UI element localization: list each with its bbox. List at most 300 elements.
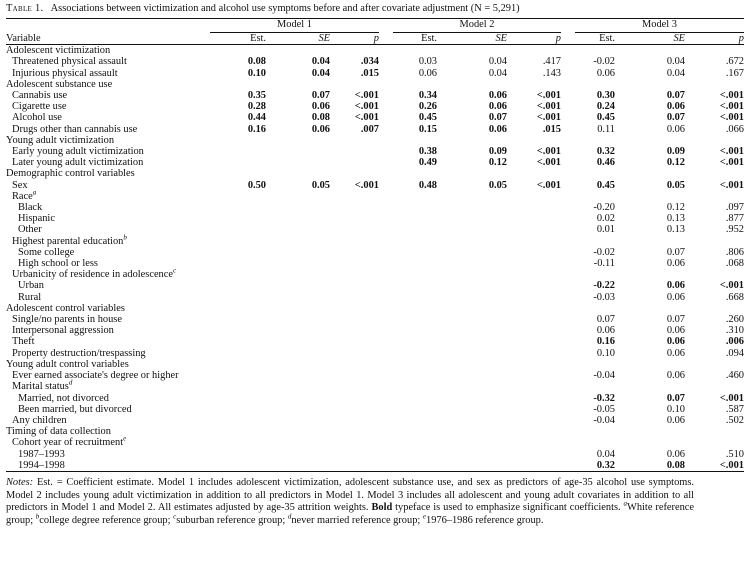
est-cell xyxy=(575,303,623,314)
row-label-text: Alcohol use xyxy=(12,112,62,124)
est-cell: -0.04 xyxy=(593,370,615,382)
table-row xyxy=(6,124,744,135)
row-label-text: Other xyxy=(18,224,42,236)
p-cell xyxy=(507,370,561,381)
est-cell: 0.06 xyxy=(418,67,437,79)
table-row xyxy=(6,236,744,247)
est-cell: -0.02 xyxy=(593,56,615,68)
se-cell xyxy=(274,79,330,90)
se-cell xyxy=(274,247,330,258)
row-label-text: Urbanicity of residence in adolescence xyxy=(12,269,173,281)
p-cell xyxy=(507,236,561,247)
se-cell: 0.10 xyxy=(666,403,685,415)
p-cell: <.001 xyxy=(536,90,561,102)
se-cell xyxy=(274,460,330,472)
se-cell: 0.06 xyxy=(666,280,685,292)
p-cell xyxy=(330,292,379,303)
se-cell: 0.06 xyxy=(666,325,685,337)
se-cell: 0.07 xyxy=(666,90,685,102)
se-cell xyxy=(445,202,507,213)
est-cell xyxy=(393,359,445,370)
p-cell xyxy=(330,449,379,460)
p-cell xyxy=(330,415,379,426)
p-cell xyxy=(685,437,744,448)
p-cell xyxy=(330,359,379,370)
row-label xyxy=(6,404,210,415)
se-cell xyxy=(274,224,330,235)
est-cell xyxy=(210,359,274,370)
row-label-text: Timing of data collection xyxy=(6,426,111,438)
row-label xyxy=(6,426,210,437)
table-row xyxy=(6,460,744,472)
table-row xyxy=(6,280,744,291)
se-cell xyxy=(623,135,685,146)
est-cell xyxy=(210,460,274,472)
est-cell xyxy=(393,460,445,472)
est-cell xyxy=(575,381,623,392)
row-label-text: Married, not divorced xyxy=(18,392,109,404)
se-cell xyxy=(274,258,330,269)
p-cell xyxy=(330,325,379,336)
se-cell xyxy=(445,45,507,57)
se-cell xyxy=(445,213,507,224)
se-cell xyxy=(445,426,507,437)
p-cell xyxy=(685,269,744,280)
est-cell xyxy=(393,303,445,314)
se-cell xyxy=(274,292,330,303)
p-cell: .006 xyxy=(725,336,744,348)
p-cell: .510 xyxy=(725,448,744,460)
se-cell xyxy=(445,224,507,235)
row-label-text: Cohort year of recruitment xyxy=(12,437,124,449)
se-cell xyxy=(274,314,330,325)
se-cell xyxy=(445,280,507,291)
est-cell: -0.04 xyxy=(593,414,615,426)
se-cell xyxy=(445,191,507,202)
p-cell xyxy=(507,359,561,370)
p-header: p xyxy=(507,33,561,45)
p-cell xyxy=(330,258,379,269)
p-cell xyxy=(685,236,744,247)
se-cell xyxy=(445,269,507,280)
row-label-text: Cannabis use xyxy=(12,90,68,102)
est-cell xyxy=(575,79,623,90)
p-cell xyxy=(685,303,744,314)
est-cell: 0.03 xyxy=(418,56,437,68)
se-header: SE xyxy=(274,33,330,45)
row-label xyxy=(6,135,210,146)
row-label-text: Hispanic xyxy=(18,213,55,225)
est-cell xyxy=(393,426,445,437)
est-cell xyxy=(210,146,274,157)
p-cell: .668 xyxy=(725,291,744,303)
p-cell xyxy=(507,404,561,415)
row-label-text: Injurious physical assault xyxy=(12,67,118,79)
row-label xyxy=(6,157,210,168)
se-cell: 0.07 xyxy=(666,392,685,404)
est-cell xyxy=(210,381,274,392)
est-cell xyxy=(210,426,274,437)
row-label xyxy=(6,202,210,213)
se-cell: 0.04 xyxy=(666,67,685,79)
row-label-text: Single/no parents in house xyxy=(12,314,122,326)
est-cell xyxy=(210,393,274,404)
est-cell xyxy=(393,269,445,280)
p-cell xyxy=(507,135,561,146)
se-cell: 0.08 xyxy=(623,460,685,472)
se-cell xyxy=(274,404,330,415)
p-cell xyxy=(330,280,379,291)
se-cell xyxy=(445,393,507,404)
est-cell: -0.03 xyxy=(593,291,615,303)
est-cell xyxy=(393,314,445,325)
p-cell: <.001 xyxy=(719,112,744,124)
se-cell xyxy=(274,449,330,460)
se-cell: 0.06 xyxy=(666,123,685,135)
table-row xyxy=(6,101,744,112)
est-cell xyxy=(210,236,274,247)
p-cell: .952 xyxy=(725,224,744,236)
table-label: Table 1. xyxy=(6,3,44,14)
se-cell: 0.13 xyxy=(666,213,685,225)
row-label xyxy=(6,449,210,460)
se-cell xyxy=(274,303,330,314)
se-cell xyxy=(274,359,330,370)
table-row xyxy=(6,404,744,415)
row-label xyxy=(6,188,210,202)
p-cell: .877 xyxy=(725,213,744,225)
table-row xyxy=(6,415,744,426)
est-cell xyxy=(393,437,445,448)
p-cell xyxy=(685,45,744,57)
table-row xyxy=(6,370,744,381)
est-header: Est. xyxy=(210,33,274,45)
se-cell: 0.06 xyxy=(311,101,330,113)
est-cell xyxy=(575,426,623,437)
p-cell xyxy=(330,236,379,247)
se-cell: 0.07 xyxy=(488,112,507,124)
se-cell xyxy=(274,393,330,404)
p-cell xyxy=(330,79,379,90)
table-row xyxy=(6,202,744,213)
notes-body-2: typeface is used to emphasize significant coefficients. xyxy=(392,502,624,514)
table-row xyxy=(6,336,744,347)
p-cell xyxy=(330,269,379,280)
se-cell xyxy=(623,269,685,280)
row-label-text: Adolescent victimization xyxy=(6,45,111,57)
table-row xyxy=(6,146,744,157)
p-cell xyxy=(330,146,379,157)
se-cell: 0.04 xyxy=(488,56,507,68)
est-cell xyxy=(210,303,274,314)
table-figure xyxy=(6,0,744,527)
se-cell: 0.12 xyxy=(666,157,685,169)
est-header: Est. xyxy=(575,33,623,45)
row-label-text: Marital status xyxy=(12,381,69,393)
row-label-text: Black xyxy=(18,202,43,214)
se-cell xyxy=(623,303,685,314)
est-cell: 0.26 xyxy=(418,101,437,113)
est-cell: 0.04 xyxy=(596,448,615,460)
row-label-text: Cigarette use xyxy=(12,101,67,113)
est-cell: -0.20 xyxy=(593,202,615,214)
row-label-text: Early young adult victimization xyxy=(12,146,144,158)
est-cell: 0.16 xyxy=(247,123,266,135)
se-cell xyxy=(445,415,507,426)
row-label xyxy=(6,314,210,325)
se-cell xyxy=(274,202,330,213)
table-title: Associations between victimization and alcohol use symptoms before and after covariate adjustment (N = 5,291) xyxy=(50,3,520,14)
se-cell: 0.06 xyxy=(666,291,685,303)
row-label-text: High school or less xyxy=(18,258,98,270)
est-cell xyxy=(210,292,274,303)
row-label-text: 1987–1993 xyxy=(18,448,65,460)
est-cell: 0.35 xyxy=(247,90,266,102)
p-cell: <.001 xyxy=(354,101,379,113)
est-cell xyxy=(210,437,274,448)
p-cell: .672 xyxy=(725,56,744,68)
est-cell xyxy=(393,45,445,57)
row-label xyxy=(6,378,210,393)
p-cell xyxy=(330,426,379,437)
results-table xyxy=(6,18,744,472)
se-cell xyxy=(445,460,507,472)
table-row xyxy=(6,449,744,460)
row-label xyxy=(6,336,210,347)
p-cell xyxy=(507,292,561,303)
est-cell: 0.45 xyxy=(418,112,437,124)
se-cell xyxy=(274,45,330,57)
footnote-e: 1976–1986 reference group. xyxy=(426,514,544,526)
table-row xyxy=(6,258,744,269)
p-cell xyxy=(507,393,561,404)
p-cell: <.001 xyxy=(685,460,744,472)
est-cell: 0.07 xyxy=(596,314,615,326)
table-row xyxy=(6,180,744,191)
se-cell xyxy=(445,247,507,258)
p-cell xyxy=(330,157,379,168)
row-label xyxy=(6,359,210,370)
se-cell: 0.09 xyxy=(488,146,507,158)
p-cell xyxy=(330,303,379,314)
est-cell xyxy=(393,404,445,415)
est-cell: 0.38 xyxy=(418,146,437,158)
row-label xyxy=(6,325,210,336)
se-cell xyxy=(445,449,507,460)
se-cell: 0.06 xyxy=(666,414,685,426)
est-cell: 0.28 xyxy=(247,101,266,113)
row-label xyxy=(6,370,210,381)
table-row xyxy=(6,135,744,146)
est-cell: 0.45 xyxy=(596,179,615,191)
se-cell xyxy=(623,236,685,247)
est-cell xyxy=(393,79,445,90)
table-row xyxy=(6,213,744,224)
se-cell: 0.06 xyxy=(666,101,685,113)
table-row xyxy=(6,79,744,90)
row-label xyxy=(6,348,210,359)
se-cell xyxy=(274,370,330,381)
row-label-text: Urban xyxy=(18,280,44,292)
row-label xyxy=(6,233,210,247)
row-label-text: Young adult control variables xyxy=(6,358,129,370)
est-cell xyxy=(575,359,623,370)
row-label-text: Interpersonal aggression xyxy=(12,325,114,337)
est-cell: 0.06 xyxy=(596,67,615,79)
table-row xyxy=(6,45,744,57)
est-cell xyxy=(210,415,274,426)
p-cell xyxy=(330,191,379,202)
se-cell: 0.04 xyxy=(666,56,685,68)
notes-bold-word: Bold xyxy=(371,502,393,514)
p-cell: <.001 xyxy=(536,157,561,169)
p-cell: .034 xyxy=(360,56,379,68)
p-cell xyxy=(330,393,379,404)
table-row xyxy=(6,168,744,179)
se-cell: 0.09 xyxy=(666,146,685,158)
p-cell: .143 xyxy=(542,67,561,79)
se-cell: 0.12 xyxy=(488,157,507,169)
p-cell: .167 xyxy=(725,67,744,79)
p-cell: <.001 xyxy=(719,392,744,404)
p-cell xyxy=(507,247,561,258)
footnote-b: college degree reference group; xyxy=(39,514,174,526)
se-cell: 0.13 xyxy=(666,224,685,236)
se-cell: 0.07 xyxy=(666,246,685,258)
row-label-text: Adolescent substance use xyxy=(6,78,113,90)
footnote-marker: a xyxy=(32,188,37,197)
row-label xyxy=(6,90,210,101)
row-label xyxy=(6,180,210,191)
row-label-text: Young adult victimization xyxy=(6,134,115,146)
p-cell xyxy=(507,269,561,280)
se-cell xyxy=(445,314,507,325)
row-label-text: Theft xyxy=(12,336,35,348)
p-cell: <.001 xyxy=(719,157,744,169)
p-cell: .066 xyxy=(725,123,744,135)
row-label-text: Been married, but divorced xyxy=(18,403,132,415)
p-cell xyxy=(330,460,379,472)
est-cell xyxy=(210,224,274,235)
se-cell: 0.06 xyxy=(488,123,507,135)
p-cell xyxy=(507,168,561,179)
row-label xyxy=(6,292,210,303)
se-cell: 0.04 xyxy=(311,56,330,68)
est-cell xyxy=(393,415,445,426)
est-cell: 0.49 xyxy=(418,157,437,169)
est-cell: 0.30 xyxy=(596,90,615,102)
se-cell xyxy=(623,381,685,392)
row-label xyxy=(6,146,210,157)
se-cell: 0.06 xyxy=(666,347,685,359)
est-cell: 0.50 xyxy=(247,179,266,191)
se-cell: 0.06 xyxy=(666,258,685,270)
row-label xyxy=(6,393,210,404)
est-cell xyxy=(393,449,445,460)
p-cell xyxy=(330,135,379,146)
est-cell: 0.15 xyxy=(418,123,437,135)
p-cell xyxy=(330,336,379,347)
row-label xyxy=(6,224,210,235)
est-cell xyxy=(393,135,445,146)
est-cell: 0.06 xyxy=(596,325,615,337)
table-row xyxy=(6,224,744,235)
row-label xyxy=(6,68,210,79)
table-notes: Notes: Est. = Coefficient estimate. Model 1 includes adolescent victimization, adolescent substance use, and sex as predictors of age-35 alcohol use symptoms. Model 2 includes young adult victimization in addition to all predictors in Model 1. Model 3 includes all adolescent and young adult covariates in addition to all predictors in Model 1 and Model 2. All estimates adjusted by age-35 attrition weights. Bold typeface is used to emphasize significant coefficients. $^a$White reference group; $^b$college degree reference group; $^c$suburban reference group; $^d$never married reference group; $^e$1976–1986 reference group. xyxy=(6,476,695,526)
p-cell: <.001 xyxy=(536,101,561,113)
table-row xyxy=(6,90,744,101)
table-row xyxy=(6,269,744,280)
est-cell xyxy=(210,157,274,168)
row-label-text: Drugs other than cannabis use xyxy=(12,123,138,135)
model-1-header: Model 1 xyxy=(210,19,379,33)
p-cell xyxy=(330,168,379,179)
se-cell xyxy=(274,381,330,392)
row-label-text: Threatened physical assault xyxy=(12,56,127,68)
notes-body-1: Est. = Coefficient estimate. Model 1 includes adolescent victimization, adolescent substance use, and sex as predictors of age-35 alcohol use symptoms. Model 2 includes young adult victimization in addition to all predictors in Model 1. Model 3 includes all adolescent and young adult covariates in addition to all predictors in Model 1 and Model 2. All estimates adjusted by age-35 attrition weights. xyxy=(6,476,694,514)
row-label-text: Race xyxy=(12,190,33,202)
table-row xyxy=(6,303,744,314)
est-cell: 0.10 xyxy=(596,347,615,359)
est-cell xyxy=(210,168,274,179)
se-cell xyxy=(445,336,507,347)
se-cell xyxy=(445,381,507,392)
se-cell xyxy=(274,280,330,291)
est-cell xyxy=(210,191,274,202)
p-cell xyxy=(330,370,379,381)
row-label xyxy=(6,280,210,291)
est-cell xyxy=(210,135,274,146)
est-cell xyxy=(575,45,623,57)
p-cell xyxy=(685,426,744,437)
p-cell xyxy=(507,325,561,336)
p-cell xyxy=(685,359,744,370)
p-cell xyxy=(330,45,379,57)
se-cell xyxy=(274,336,330,347)
row-label xyxy=(6,168,210,179)
p-cell xyxy=(507,224,561,235)
est-cell xyxy=(393,280,445,291)
row-label xyxy=(6,247,210,258)
row-label xyxy=(6,56,210,67)
p-cell xyxy=(507,348,561,359)
se-cell: 0.07 xyxy=(666,314,685,326)
est-cell xyxy=(575,437,623,448)
p-cell: .310 xyxy=(725,325,744,337)
p-cell xyxy=(507,336,561,347)
se-cell xyxy=(445,258,507,269)
est-cell xyxy=(210,79,274,90)
p-cell xyxy=(507,460,561,472)
est-cell: 0.11 xyxy=(597,123,615,135)
p-cell xyxy=(330,247,379,258)
p-cell: <.001 xyxy=(719,280,744,292)
est-cell: -0.02 xyxy=(593,246,615,258)
row-label xyxy=(6,460,210,472)
se-cell xyxy=(445,370,507,381)
row-label xyxy=(6,45,210,57)
est-cell xyxy=(210,202,274,213)
p-cell xyxy=(507,79,561,90)
p-cell: .068 xyxy=(725,258,744,270)
se-cell xyxy=(445,168,507,179)
table-row xyxy=(6,191,744,202)
est-cell xyxy=(393,168,445,179)
row-label-text: Any children xyxy=(12,414,67,426)
row-label xyxy=(6,303,210,314)
p-header: p xyxy=(330,33,379,45)
est-cell xyxy=(210,314,274,325)
